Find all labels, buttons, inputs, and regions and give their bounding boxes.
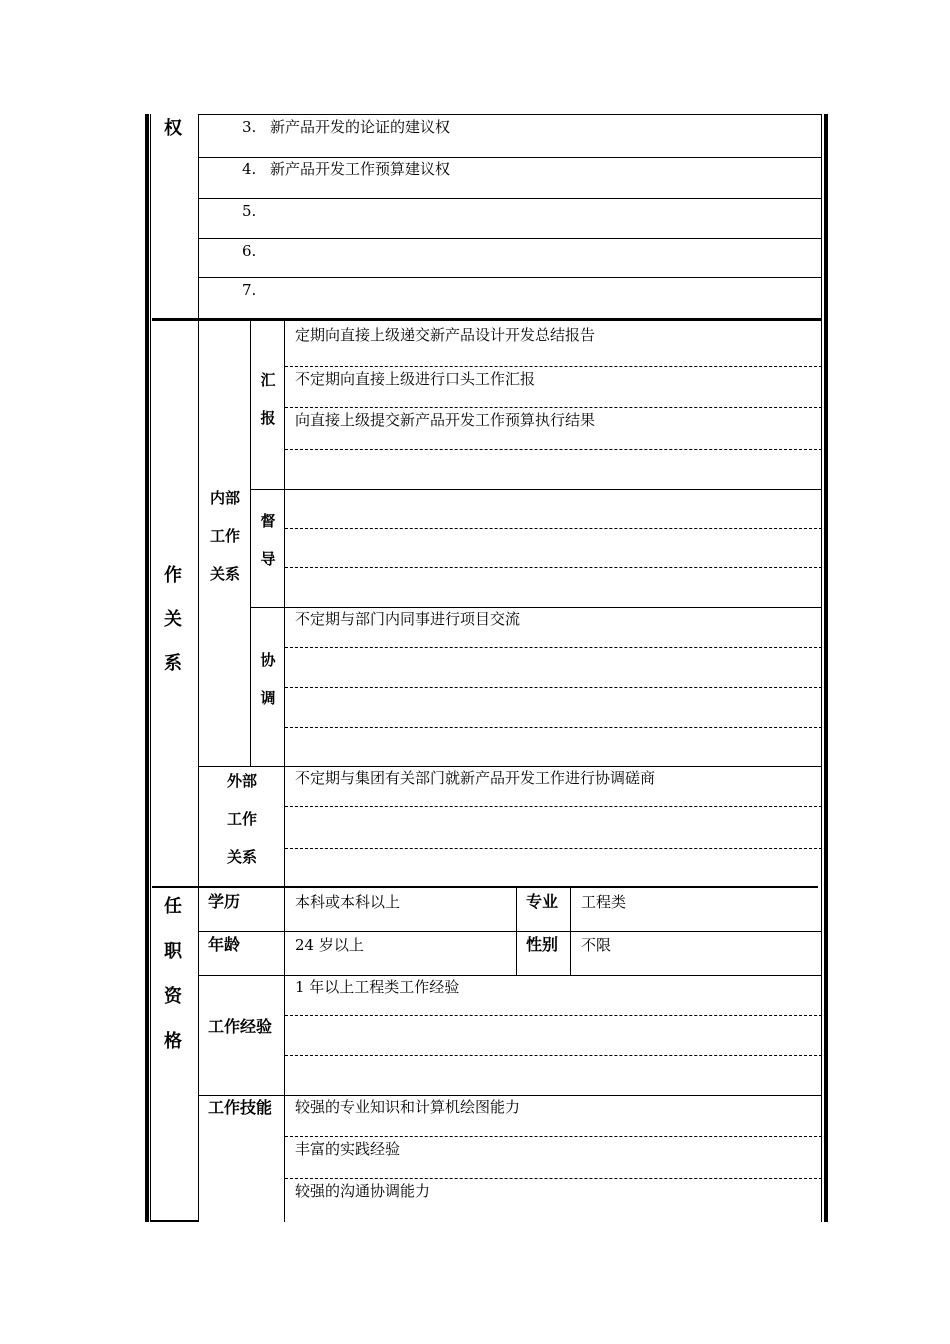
age-value: 24 岁以上 [295,936,364,954]
rights-item-text: 新产品开发工作预算建议权 [270,160,451,178]
dashed-line [285,528,822,529]
education-label: 学历 [208,892,241,911]
report-label [256,369,280,445]
rights-label: 权 [164,118,182,139]
left-border-thick [145,114,149,1222]
row-divider [198,157,822,158]
top-border [198,114,822,115]
rights-item-num: 4. [242,160,257,178]
bottom-border [150,1220,199,1222]
skills-item: 较强的专业知识和计算机绘图能力 [295,1098,521,1116]
qualifications-label-char: 格 [164,1031,182,1052]
supervise-label-char: 督 [260,512,276,530]
major-label: 专业 [526,892,559,911]
relations-label-char: 关 [164,609,182,630]
experience-item: 1 年以上工程类工作经验 [295,978,460,996]
dashed-line [285,366,822,367]
rights-item-num: 6. [242,242,257,260]
supervise-label [256,510,280,586]
coordinate-item: 不定期与部门内同事进行项目交流 [295,610,521,628]
dashed-line [285,567,822,568]
supervise-label-char: 导 [260,550,276,568]
skills-item: 丰富的实践经验 [295,1140,401,1158]
relations-label [160,561,186,693]
row-divider [198,198,822,199]
left-border-thin [150,114,151,1222]
external-relations-label [214,770,270,884]
row-divider [198,277,822,278]
row-divider [250,489,822,490]
rights-item-text: 新产品开发的论证的建议权 [270,118,451,136]
dashed-line [285,407,822,408]
dashed-line [285,647,822,648]
dashed-line [285,1178,822,1179]
row-divider [198,975,822,976]
row-divider [198,1095,822,1096]
qualifications-label-char: 任 [164,896,182,917]
report-item: 向直接上级提交新产品开发工作预算执行结果 [295,411,596,429]
external-item: 不定期与集团有关部门就新产品开发工作进行协调磋商 [295,769,656,787]
dashed-line [285,727,822,728]
qualifications-label [160,892,186,1072]
education-value: 本科或本科以上 [295,893,401,911]
row-divider [250,607,822,608]
dashed-line [285,687,822,688]
rights-item-num: 5. [242,202,257,220]
dashed-line [285,848,822,849]
right-border-thick [824,114,828,1222]
qualifications-label-char: 职 [164,941,182,962]
external-label-line: 关系 [226,848,257,866]
row-divider [198,766,822,767]
internal-relations-label [202,487,248,601]
section-divider-thick [152,318,822,321]
skills-item: 较强的沟通协调能力 [295,1182,431,1200]
category-column-line [198,114,199,1222]
dashed-line [285,806,822,807]
report-label-char: 汇 [260,371,276,389]
dashed-line [285,1055,822,1056]
report-label-char: 报 [260,409,276,427]
rights-item-num: 3. [242,118,257,136]
subcategory-column-line [284,321,285,887]
dashed-line [285,1136,822,1137]
skills-label: 工作技能 [208,1098,273,1117]
major-value: 工程类 [581,893,627,911]
internal-label-column-line [250,321,251,766]
relations-label-char: 作 [164,565,182,586]
section-divider-thick [152,886,818,888]
relations-label-char: 系 [164,653,182,674]
coordinate-label-char: 协 [260,651,276,669]
dashed-line [285,1015,822,1016]
gender-value: 不限 [581,936,612,954]
dashed-line [285,449,822,450]
row-divider [198,931,822,932]
external-label-line: 工作 [226,810,257,828]
row-divider [198,238,822,239]
internal-label-line: 内部 [209,489,240,507]
internal-label-line: 工作 [209,527,240,545]
report-item: 定期向直接上级递交新产品设计开发总结报告 [295,326,596,344]
qualifications-label-char: 资 [164,986,182,1007]
external-label-line: 外部 [226,772,257,790]
age-label: 年龄 [208,935,241,954]
internal-label-line: 关系 [209,565,240,583]
coordinate-label [256,649,280,725]
gender-label: 性别 [526,935,559,954]
rights-item-num: 7. [242,281,257,299]
coordinate-label-char: 调 [260,689,276,707]
report-item: 不定期向直接上级进行口头工作汇报 [295,370,536,388]
experience-label: 工作经验 [208,1017,273,1036]
